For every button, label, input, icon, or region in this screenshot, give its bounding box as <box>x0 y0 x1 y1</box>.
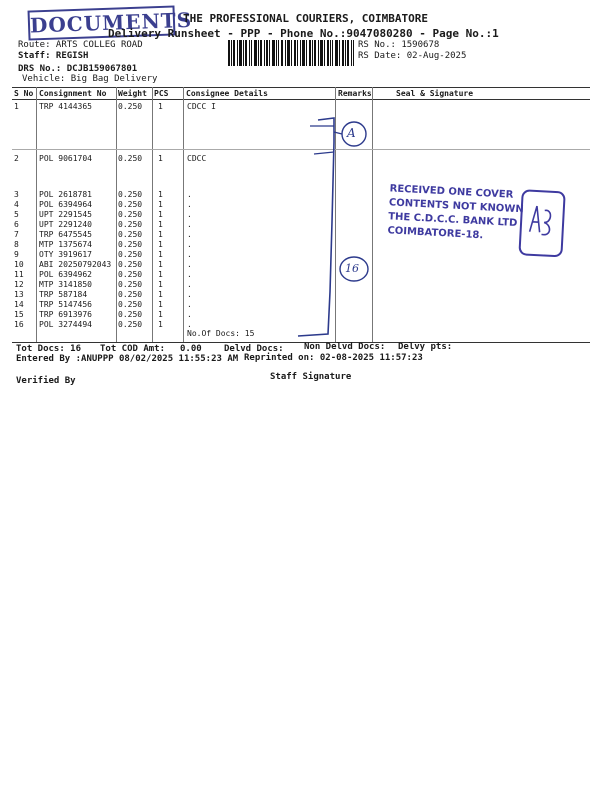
row-sno: 16 <box>14 320 24 329</box>
row-sno: 1 <box>14 102 19 111</box>
row-weight: 0.250 <box>118 280 143 289</box>
handwritten-mark-16: 16 <box>345 262 359 275</box>
reprinted-on: Reprinted on: 02-08-2025 11:57:23 <box>244 353 423 363</box>
rs-date: RS Date: 02-Aug-2025 <box>358 51 467 61</box>
row-weight: 0.250 <box>118 210 143 219</box>
received-stamp <box>386 182 570 263</box>
row-sno: 6 <box>14 220 19 229</box>
row-weight: 0.250 <box>118 220 143 229</box>
route-label: Route: ARTS COLLEG ROAD <box>18 40 143 50</box>
row-pcs: 1 <box>158 102 163 111</box>
row-weight: 0.250 <box>118 270 143 279</box>
received-line-4: COIMBATORE-18. <box>387 225 484 242</box>
no-of-docs: No.Of Docs: 15 <box>187 329 255 338</box>
row-consignment-no: POL 2618781 <box>39 190 92 199</box>
handwritten-signature <box>521 191 560 251</box>
header-pcs: PCS <box>154 89 169 98</box>
row-sno: 3 <box>14 190 19 199</box>
row-consignee-details: . <box>187 300 192 309</box>
row-pcs: 1 <box>158 280 163 289</box>
row-consignee-details: . <box>187 230 192 239</box>
drs-number: DRS No.: DCJB159067801 <box>18 64 138 74</box>
row-consignee-details: . <box>187 290 192 299</box>
row-pcs: 1 <box>158 210 163 219</box>
row-sno: 2 <box>14 154 19 163</box>
row-weight: 0.250 <box>118 230 143 239</box>
row-consignee-details: . <box>187 260 192 269</box>
row-consignee-details: . <box>187 280 192 289</box>
handwritten-mark-a: A <box>347 126 356 140</box>
received-line-2: CONTENTS NOT KNOWN <box>388 197 524 216</box>
row-consignment-no: ABI 20250792043 <box>39 260 112 269</box>
runsheet-subtitle: Delivery Runsheet - PPP - Phone No.:9047080280 - Page No.:1 <box>108 27 499 40</box>
received-line-3: THE C.D.C.C. BANK LTD <box>387 211 518 230</box>
delvd-docs: Delvd Docs: <box>224 344 284 354</box>
row-pcs: 1 <box>158 260 163 269</box>
row-consignment-no: MTP 3141850 <box>39 280 92 289</box>
signature-box <box>518 189 565 257</box>
tot-docs: Tot Docs: 16 <box>16 344 82 354</box>
documents-stamp: DOCUMENTS <box>28 5 176 40</box>
rs-number: RS No.: 1590678 <box>358 40 440 50</box>
row-weight: 0.250 <box>118 290 143 299</box>
row-consignment-no: UPT 2291545 <box>39 210 92 219</box>
row-weight: 0.250 <box>118 102 143 111</box>
company-title: THE PROFESSIONAL COURIERS, COIMBATORE <box>183 12 429 25</box>
header-seal-signature: Seal & Signature <box>396 89 474 98</box>
row-consignment-no: TRP 587184 <box>39 290 88 299</box>
row-weight: 0.250 <box>118 320 143 329</box>
row-consignee-details: . <box>187 210 192 219</box>
row-consignee-details: . <box>187 270 192 279</box>
row-sno: 8 <box>14 240 19 249</box>
row-sno: 15 <box>14 310 24 319</box>
tot-cod-value: 0.00 <box>180 344 202 354</box>
row-weight: 0.250 <box>118 154 143 163</box>
header-consignment: Consignment No <box>39 89 107 98</box>
entered-by: Entered By :ANUPPP 08/02/2025 11:55:23 AM <box>16 354 239 364</box>
row-consignment-no: UPT 2291240 <box>39 220 92 229</box>
row-sno: 4 <box>14 200 19 209</box>
row-sno: 13 <box>14 290 24 299</box>
non-delvd-docs: Non Delvd Docs: <box>304 342 386 352</box>
row-consignment-no: POL 6394962 <box>39 270 92 279</box>
row-consignment-no: POL 9061704 <box>39 154 92 163</box>
row-pcs: 1 <box>158 300 163 309</box>
handwritten-bracket <box>290 112 380 342</box>
row-consignee-details: . <box>187 190 192 199</box>
barcode-image <box>228 40 354 66</box>
row-weight: 0.250 <box>118 240 143 249</box>
row-consignment-no: POL 6394964 <box>39 200 92 209</box>
row-consignee-details: . <box>187 240 192 249</box>
received-line-1: RECEIVED ONE COVER <box>389 183 514 201</box>
row-pcs: 1 <box>158 270 163 279</box>
row-sno: 14 <box>14 300 24 309</box>
header-weight: Weight <box>118 89 147 98</box>
row-pcs: 1 <box>158 290 163 299</box>
row-consignee-details: . <box>187 310 192 319</box>
header-consignee: Consignee Details <box>186 89 268 98</box>
row-pcs: 1 <box>158 154 163 163</box>
row-weight: 0.250 <box>118 250 143 259</box>
row-pcs: 1 <box>158 320 163 329</box>
row-pcs: 1 <box>158 190 163 199</box>
row-sno: 11 <box>14 270 24 279</box>
row-sno: 9 <box>14 250 19 259</box>
tot-cod-label: Tot COD Amt: <box>100 344 166 354</box>
row-sno: 5 <box>14 210 19 219</box>
vehicle-label: Vehicle: Big Bag Delivery <box>22 74 158 84</box>
row-consignment-no: OTY 3919617 <box>39 250 92 259</box>
row-sno: 12 <box>14 280 24 289</box>
verified-by: Verified By <box>16 376 76 386</box>
row-pcs: 1 <box>158 230 163 239</box>
row-sno: 10 <box>14 260 24 269</box>
row-consignee-details: . <box>187 320 192 329</box>
row-weight: 0.250 <box>118 190 143 199</box>
header-sno: S No <box>14 89 34 98</box>
row-pcs: 1 <box>158 240 163 249</box>
row-pcs: 1 <box>158 250 163 259</box>
row-consignment-no: TRP 5147456 <box>39 300 92 309</box>
row-consignee-details: . <box>187 220 192 229</box>
row-sno: 7 <box>14 230 19 239</box>
row-consignee-details: . <box>187 250 192 259</box>
row-consignee-details: CDCC <box>187 154 207 163</box>
row-weight: 0.250 <box>118 300 143 309</box>
row-weight: 0.250 <box>118 310 143 319</box>
row-consignment-no: MTP 1375674 <box>39 240 92 249</box>
delvy-pts: Delvy pts: <box>398 342 453 352</box>
header-remarks: Remarks <box>338 89 372 98</box>
row-consignment-no: POL 3274494 <box>39 320 92 329</box>
row-pcs: 1 <box>158 200 163 209</box>
row-consignee-details: . <box>187 200 192 209</box>
row-consignment-no: TRP 6475545 <box>39 230 92 239</box>
row-pcs: 1 <box>158 220 163 229</box>
staff-label: Staff: REGISH <box>18 51 89 61</box>
row-consignee-details: CDCC I <box>187 102 216 111</box>
row-consignment-no: TRP 6913976 <box>39 310 92 319</box>
staff-signature: Staff Signature <box>270 372 352 382</box>
row-weight: 0.250 <box>118 200 143 209</box>
row-weight: 0.250 <box>118 260 143 269</box>
row-pcs: 1 <box>158 310 163 319</box>
row-consignment-no: TRP 4144365 <box>39 102 92 111</box>
